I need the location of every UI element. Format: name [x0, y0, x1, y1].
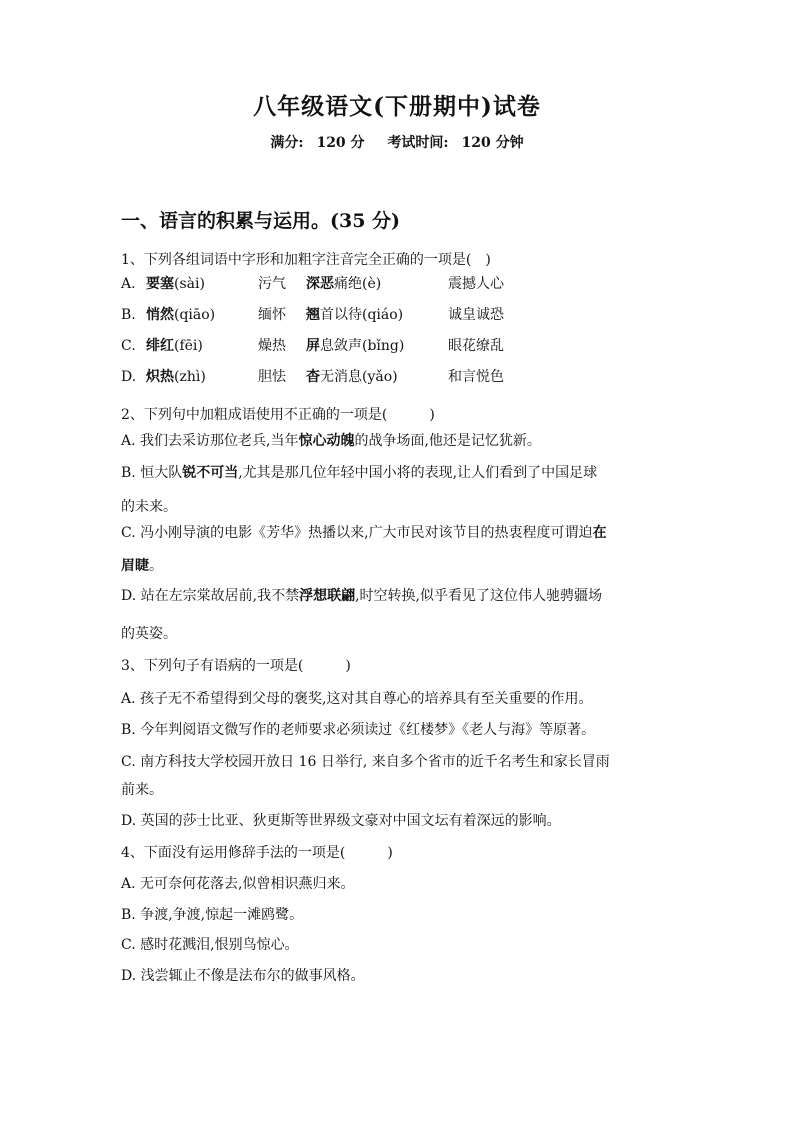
question-1-stem: 1、下列各组词语中字形和加粗字注音完全正确的一项是( ) [121, 252, 491, 268]
question-4-option-a: A. 无可奈何花落去,似曾相识燕归来。 [121, 876, 355, 892]
exam-time-label: 考试时间: [387, 135, 449, 151]
full-score-label: 满分: [270, 135, 304, 151]
question-4-option-b: B. 争渡,争渡,惊起一滩鸥鹭。 [121, 907, 304, 923]
question-2-option-d: D. 站在左宗棠故居前,我不禁浮想联翩,时空转换,似乎看见了这位伟人驰骋疆场 [121, 588, 602, 604]
question-3-stem: 3、下列句子有语病的一项是( ) [121, 658, 351, 674]
question-2-option-c: C. 冯小刚导演的电影《芳华》热播以来,广大市民对该节目的热衷程度可谓迫在 [121, 525, 607, 541]
question-2-option-b: B. 恒大队锐不可当,尤其是那几位年轻中国小将的表现,让人们看到了中国足球 [121, 465, 598, 481]
question-4-option-c: C. 感时花溅泪,恨别鸟惊心。 [121, 937, 299, 953]
exam-meta [0, 132, 794, 152]
question-3-option-b: B. 今年判阅语文微写作的老师要求必须读过《红楼梦》《老人与海》等原著。 [121, 722, 596, 738]
question-2-option-a: A. 我们去采访那位老兵,当年惊心动魄的战争场面,他还是记忆犹新。 [121, 433, 541, 449]
exam-page: 八年级语文(下册期中)试卷 满分: 120 分 考试时间: 120 分钟 一、语言的积累与运用。(35 分) 1、下列各组词语中字形和加粗字注音完全正确的一项是( ) A. 要塞(sài) 污气 深恶痛绝(è) 震撼人心 B. 悄然(qiāo) 缅怀 翘首以待(qiáo) 诚皇诚恐 C. 绯红(fēi) 燥热 屏息敛声(bǐng) 眼花缭乱 D. 炽热(zhì) 胆怯 杳无消息(yǎo) 和言悦色 2、下列句中加粗成语使用不正确的一项是( ) A. 我们去采访那位老兵,当年惊心动魄的战争场面,他还是记忆犹新。 B. 恒大队锐不可当,尤其是那几位年轻中国小将的表现,让人们看到了中国足球 的未来。 C. 冯小刚导演的电影《芳华》热播以来,广大市民对该节目的热衷程度可谓迫在 眉睫。 D. 站在左宗棠故居前,我不禁浮想联翩,时空转换,似乎看见了这位伟人驰骋疆场 的英姿。 3、下列句子有语病的一项是( ) A. 孩子无不希望得到父母的褒奖,这对其自尊心的培养具有至关重要的作用。 B. 今年判阅语文微写作的老师要求必须读过《红楼梦》《老人与海》等原著。 C. 南方科技大学校园开放日 16 日举行, 来自多个省市的近千名考生和家长冒雨 前来。 D. 英国的莎士比亚、狄更斯等世界级文豪对中国文坛有着深远的影响。 4、下面没有运用修辞手法的一项是( ) A. 无可奈何花落去,似曾相识燕归来。 B. 争渡,争渡,惊起一滩鸥鹭。 C. 感时花溅泪,恨别鸟惊心。 D. 浅尝辄止不像是法布尔的做事风格。 [0, 0, 794, 1123]
question-2-stem: 2、下列句中加粗成语使用不正确的一项是( ) [121, 407, 435, 423]
exam-time-value: 120 分钟 [461, 135, 524, 151]
full-score-value: 120 分 [316, 135, 365, 151]
section-heading: 一、语言的积累与运用。(35 分) [121, 210, 401, 232]
question-2-option-d-continued: 的英姿。 [121, 626, 177, 642]
question-3-option-c: C. 南方科技大学校园开放日 16 日举行, 来自多个省市的近千名考生和家长冒雨 [121, 754, 610, 770]
question-4-option-d: D. 浅尝辄止不像是法布尔的做事风格。 [121, 968, 365, 984]
question-2-option-b-continued: 的未来。 [121, 499, 177, 515]
question-3-option-c-continued: 前来。 [121, 782, 163, 798]
question-3-option-d: D. 英国的莎士比亚、狄更斯等世界级文豪对中国文坛有着深远的影响。 [121, 813, 561, 829]
exam-title: 八年级语文(下册期中)试卷 [253, 93, 541, 120]
question-4-stem: 4、下面没有运用修辞手法的一项是( ) [121, 845, 393, 861]
question-2-option-c-continued: 眉睫。 [121, 558, 163, 574]
question-3-option-a: A. 孩子无不希望得到父母的褒奖,这对其自尊心的培养具有至关重要的作用。 [121, 691, 593, 707]
